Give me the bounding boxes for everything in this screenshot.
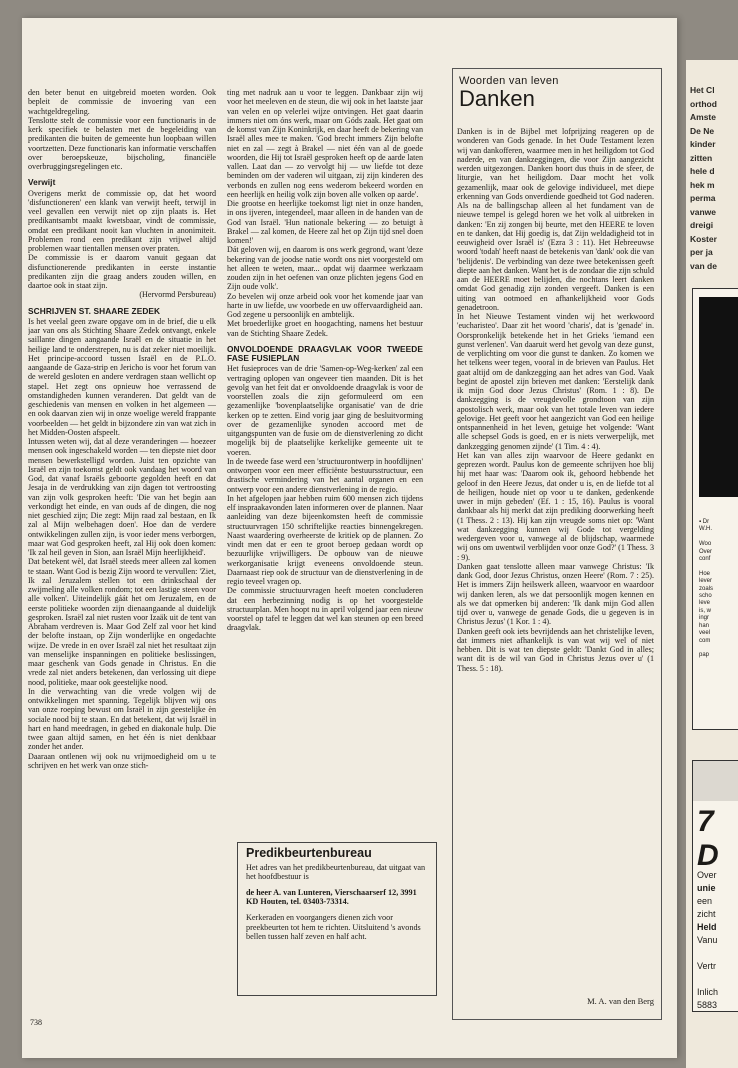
- box-address: de heer A. van Lunteren, Vierschaarserf 12, 3991 KD Houten, tel. 03403-73314.: [246, 887, 417, 907]
- cropped-line: De Ne: [690, 125, 715, 136]
- paragraph: Tenslotte stelt de commissie voor een functionaris in de kerk specifiek te belasten met de begeleiding van predikanten die buiten de gemeente hun loopbaan willen voortzetten. Deze functionaris kan informatie verschaffen over beroepskeuze, bijscholing, financiële overbruggingsregelingen etc.: [28, 115, 216, 171]
- paragraph: Het fusieproces van de drie 'Samen-op-Weg-kerken' zal een vertraging oplopen van ongeveer tien maanden. Dit is het gevolg van het feit dat er onvoldoende draagvlak is voor de voorstellen zoals die zijn geformuleerd om een gezamenlijke 'bovenplaatselijke organisatie' van de drie kerken op te zetten. Eind vorig jaar ging de besluitvorming over de gezamenlijke synoden accoord met de uitgangspunten van de fusie om de dienstverlening zo dicht mogelijk bij de plaatselijke kerkelijke gemeente uit te voeren.: [227, 364, 423, 457]
- cropped-line: [699, 645, 713, 652]
- cropped-ad-text: [699, 519, 713, 660]
- cropped-line: lever: [699, 578, 713, 585]
- paragraph: Danken geeft ook iets bevrijdends aan het christelijke leven, dat immers niet afhankelijk is van wat wij wel of niet hebben. Dit is wat ten diepste geldt: 'Dankt God in alles; want dit is de wil van God in Christus Jezus over u' (1 Thess. 5 : 18).: [457, 626, 654, 673]
- cropped-line: Woo: [699, 541, 712, 548]
- cropped-line: han: [699, 622, 710, 629]
- cropped-line: dreigi: [690, 220, 714, 230]
- cropped-line: Het Cl: [690, 85, 715, 95]
- paragraph: Zo bevelen wij onze arbeid ook voor het komende jaar van harte in uw liefde, uw voorbede en uw offervaardigheid aan.: [227, 291, 423, 310]
- cropped-ad-box-1: [692, 288, 738, 730]
- ad-header-graphic: [693, 761, 738, 801]
- cropped-line: pap: [699, 652, 710, 659]
- paragraph: Het kan van alles zijn waarvoor de Heere gedankt en geprezen wordt. Paulus kon de gemeente schrijven hoe blij hij met haar was: 'Daarom ook ik, gehoord hebbende het geloof in den Heere Jezus, dat onder u is, en de liefde tot al de heiligen, houde niet op voor u te danken, gedenkende uwer in mijn gebeden' (Ef. 1 : 15, 16). Paulus is vooral dankbaar als hij merkt dat zijn prediking doorwerking heeft (1 Thess. 2 : 13). Hij kan zijn vreugde soms niet op: 'Want wat dankzegging kunnen wij Gode tot vergelding wedergeven voor u, vanwege al de blijdschap, waarmede wij ons om uwentwil verblijden voor onze God?' (1 Thess. 3 : 9).: [457, 450, 654, 562]
- paragraph: Die grootse en heerlijke toekomst ligt niet in onze handen, in ons ijveren, integendeel, maar alleen in de handen van de God van Israël. 'Hun nationale bekering — zo betuigt à Brakel — zal komen, de Heere zal het op Zijn tijd snel doen komen!': [227, 199, 423, 245]
- cropped-line: zitten: [690, 152, 713, 163]
- paragraph: Danken is in de Bijbel met lofprijzing reageren op de wonderen van Gods genade. In het Oude Testament lezen wij van dankofferen, waarmee men in het heiligdom tot God naderde, en van dankzeggingen, die voor Zijn aangezicht werden uitgezongen. Danken hoort dus thuis in de sfeer, de liturgie, van het heiligdom. Daar mocht het volk gezamenlijk, maar ook de gelovige individueel, met diepe erkenning van Gods onverdiende goedheid tot God naderen. Als na de ballingschap alleen al het fundament van de nieuwe tempel is gelegd horen we het volk al uitbreken in danken: 'En zij zongen bij beurte, met den HEERE te loven en te danken, dat Hij goedig is, dat Zijn weldadigheid tot in eeuwigheid over Israël is' (Ezra 3 : 11). Het Hebreeuwse woord 'todah' heeft naast de betekenis van 'dank' ook die van 'belijdenis'. De verbinding van deze twee betekenissen geeft diepte aan het danken. Want het is de zondaar die zijn schuld aan de HEERE moet belijden, die nochtans leert danken omdat God genadig zijn zonden vergeeft. Danken is een uiting van ootmoed en afhankelijkheid voor Gods genadetroon.: [457, 127, 654, 312]
- cropped-line: Vanu: [697, 935, 718, 945]
- box-title: Predikbeurtenbureau: [246, 846, 372, 860]
- cropped-line: Over: [699, 548, 713, 555]
- section-heading-shaare-zedek: SCHRIJVEN ST. SHAARE ZEDEK: [28, 305, 161, 316]
- cropped-line: leve: [699, 600, 711, 607]
- cropped-line: scho: [699, 593, 712, 600]
- cropped-line: orthod: [690, 98, 717, 109]
- paragraph: ting met nadruk aan u voor te leggen. Dankbaar zijn wij voor het meeleven en de steun, die wij ook in het laatste jaar van velen en op velerlei wijze ontvingen. Het gaat daarin immers niet om óns werk, maar om Góds zaak. Het gaat om de komst van Zijn Koninkrijk, en daar heeft de bekering van Israël alles mee te maken. 'God brecht immers Zijn belofte niet en zal — zegt à Brakel — niet één van al de goede woorden, die Hij tot Israël gesproken heeft op de aarde laten vallen. Laat dan — zo vervolgt hij — uw liefde tot deze beminden om der vaderen wil uitgaan, zij zijn kinderen des verbonds en zullen nog eens wederom bekeerd worden en een heerlijk en heilig volk zijn boven alle volken op aarde'.: [227, 88, 423, 199]
- paragraph: In de tweede fase werd een 'structuurontwerp in hoofdlijnen' ontworpen voor een meer efficiënte bestuursstructuur, een drastische vermindering van het aantal organen en een ontwerp voor een andere dienstverlening in de regio.: [227, 456, 423, 494]
- cropped-line: veel: [699, 630, 711, 637]
- paragraph: Danken gaat tenslotte alleen maar vanwege Christus: 'Ik dank God, door Jezus Christus, onzen Heere' (Rom. 7 : 25). Het is immers Zijn heilswerk alleen, waarvoor en waardoor wij danken leren, als we dat persoonlijk mogen kennen en als we dat opmerken bij anderen: 'Ik dank mijn God allen tijd over u, vanwege de genade Gods, die u gegeven is in Christus Jezus' (1 Kor. 1 : 4).: [457, 561, 654, 627]
- column-kicker: Woorden van leven: [459, 75, 559, 87]
- box-text: Het adres van het predikbeurtenbureau, dat uitgaat van het hoofdbestuur is: [246, 862, 426, 882]
- cropped-line: Held: [697, 922, 717, 932]
- box-text: Kerkeraden en voorgangers dienen zich voor preekbeurten tot hem te richten. Uitsluitend 's avonds bellen tussen half zeven en half acht.: [246, 912, 421, 942]
- right-page-fragment: [686, 60, 738, 1068]
- cropped-line: Koster: [690, 233, 717, 244]
- cropped-line: ingr: [699, 615, 710, 622]
- article-title: Danken: [459, 86, 535, 111]
- paragraph: In het Nieuwe Testament vinden wij het werkwoord 'eucharisteo'. Daar zit het woord 'charis', dat is 'genade' in. Oorspronkelijk betekende het in het Grieks 'iemand een gunst verlenen'. Van daaruit werd het gevolg van deze gunst, de verplichting om voor die gunst te danken. Zo komen we het telkens weer tegen, vooral in de brieven van Paulus. Het gaat altijd om de dankzegging aan het adres van God. Vaak begint de apostel zijn brieven met danken: 'Eerstelijk dank ik mijn God door Jezus Christus' (Rom. 1 : 8). De dankzegging is de vreugdevolle grondtoon van zijn apostolisch werk, maar ook van het totale leven van iedere gelovige. Het geeft voor het aangezicht van God een heilige ontspannenheid in het leven, getuige het volgende: 'Want alle schepsel Gods is goed, en er is niets verwerpelijk, met dankzegging genomen zijnde' (1 Tim. 4 : 4).: [457, 312, 654, 451]
- cropped-line: zoals: [699, 585, 714, 592]
- paragraph: De commissie structuurvragen heeft moeten concluderen dat een herbezinning nodig is op het voorgestelde structuurplan. Men hoopt nu in april volgend jaar een nieuw voorstel op tafel te leggen dat wel kan steunen op een breed draagvlak.: [227, 586, 423, 633]
- paragraph: Met broederlijke groet en hoogachting, namens het bestuur van de Stichting Shaare Zedek.: [227, 319, 423, 338]
- predikbeurtenbureau-box: [237, 842, 437, 996]
- paragraph: Daaraan ontlenen wij ook nu vrijmoedigheid om u te schrijven en het werk van onze stich-: [28, 751, 216, 770]
- source-credit: (Hervormd Persbureau): [139, 290, 216, 300]
- paragraph: Intussen weten wij, dat al deze veranderingen — hoezeer mensen ook ingeschakeld worden — ten diepste niet door mensen bewerkstelligd worden. Juist ten opzichte van Israël en zijn toekomst geldt ook vandaag het woord van God, dat vanaf Israëls geboorte gegolden heeft en dat Jesaja in de verdrukking van zijn dagen tot vertroosting van zijn volk gesproken heeft: 'Die van het begin aan verkondigt het einde, en van ouds af de dingen, die nog niet geschied zijn; Die zegt: Mijn raad zal bestaan, en Ik zal al Mijn welbehagen doen'. Hoe dan de verdere ontwikkelingen zullen zijn, is voor ieder mens verborgen, maar wat God gesproken heeft, zal Hij ook doen komen: 'Ik zal heil geven in Sion, aan Israël Mijn heerlijkheid'.: [28, 437, 216, 557]
- paragraph: Overigens merkt de commissie op, dat het woord 'disfunctioneren' een klank van verwijt heeft, terwijl in veel gevallen een verwijt niet op zijn plaats is. Het predikantsambt maakt kwetsbaar, vindt de commissie, omdat een predikant nooit kan vluchten in anonimiteit. Problemen rond een predikant zijn vrijwel altijd problemen waar tientallen mensen over praten.: [28, 188, 216, 253]
- cropped-line: hek m: [690, 179, 715, 190]
- cropped-line: Over: [697, 870, 717, 880]
- paragraph: Dát geloven wij, en daarom is ons werk gegrond, want 'deze bekering van de joodse natie wordt ons niet voorgesteld om het alleen te weten, maar... opdat wij daarmee werkzaam zouden zijn in het oefenen van onze plichten jegens God en Zijn oude volk'.: [227, 245, 423, 292]
- cropped-line: ▪ Dr: [699, 519, 710, 525]
- paragraph: De commissie is er daarom vanuit gegaan dat disfunctionerende predikanten in eerste instantie predikanten zijn die graag anders zouden willen, en daartoe ook in staat zijn.: [28, 253, 216, 290]
- cropped-line: een: [697, 896, 713, 906]
- paragraph: In het afgelopen jaar hebben ruim 600 mensen zich tijdens elf inspraakavonden laten informeren over de plannen. Naar aanleiding van deze bijeenkomsten heeft de commissie structuurvragen 150 schriftelijke reacties binnengekregen. Naast waardering overheerste de kritiek op de plannen. Zo vindt men dat er een te groot beroep gedaan wordt op bezuurlijke vrijwilligers. De opbouw van de nieuwe werkorganisatie krijgt eveneens onvoldoende steun. Daarnaast riep ook de structuur van de dienstverlening in de regio teveel vragen op.: [227, 493, 423, 586]
- cropped-line: per ja: [690, 247, 713, 257]
- cropped-line: is, w: [699, 607, 711, 614]
- cropped-line: unie: [697, 883, 716, 893]
- paragraph: Is het veelal geen zware opgave om in de brief, die u elk jaar van ons als Stichting Shaare Zedek ontvangt, enkele saillante dingen aangaande Israël en de situatie in het heilige land te onderstrepen, nu is dat zeker niet moeilijk. Het principe-accoord tussen Israël en de P.L.O. aangaande de Gaza-strip en Jericho is voor het forum van de wereld gesloten en andere verdragen staan wellicht op stapel. Het zegt ons opnieuw hoe verrassend de omstandigheden kunnen veranderen. Dat geldt van de geschiedenis van mensen en volken in het algemeen — en ook daarvan zien wij in onze woelige wereld frappante voorbeelden — het geldt in bijzondere zin van wat zich in het Midden-Oosten afspeelt.: [28, 316, 216, 437]
- cropped-line: Inlich: [697, 987, 719, 997]
- cropped-line: com: [699, 637, 711, 644]
- cropped-line: vanwe: [690, 206, 716, 217]
- column-1: [28, 88, 216, 770]
- cropped-line: hele d: [690, 166, 715, 176]
- cropped-line: Hoe: [699, 570, 711, 577]
- paragraph: den beter benut en uitgebreid moeten worden. Ook bepleit de commissie de invoering van een wachtgeldregeling.: [28, 88, 216, 116]
- section-heading-fusie: ONVOLDOENDE DRAAGVLAK VOOR TWEEDE FASE FUSIEPLAN: [227, 343, 423, 363]
- cropped-line: Vertr: [697, 961, 717, 971]
- section-heading-verwijt: Verwijt: [28, 177, 56, 188]
- cropped-line: kinder: [690, 139, 716, 149]
- cropped-line: [697, 947, 718, 960]
- column-2: [227, 88, 423, 828]
- column-3: [457, 127, 654, 673]
- page-number: 738: [30, 1018, 42, 1027]
- cropped-line: conf: [699, 556, 711, 563]
- cropped-text-block: [690, 84, 738, 273]
- cropped-line: [697, 973, 718, 986]
- cropped-line: zicht: [697, 909, 716, 919]
- cropped-ad-box-2: [692, 760, 738, 1012]
- paragraph: God zegene u persoonlijk en ambtelijk.: [227, 310, 355, 319]
- cropped-line: W.H.: [699, 526, 712, 533]
- black-graphic: [699, 297, 738, 497]
- paragraph: In die verwachting van die vrede volgen wij de ontwikkelingen met spanning. Tegelijk blijven wij ons van onze roeping bewust om Israël in zijn geestelijke èn sociale nood bij te staan. En dat betekent, dat wij Israël in hart en hand meedragen, in gebed en diakonale hulp. Die twee gaan altijd samen, en het één is niet denkbaar zonder het ander.: [28, 686, 216, 752]
- cropped-line: [699, 534, 713, 541]
- cropped-line: perma: [690, 193, 716, 203]
- cropped-line: Amste: [690, 112, 716, 122]
- cropped-ad-text: [697, 869, 718, 1012]
- cropped-line: van de: [690, 260, 717, 271]
- cropped-line: 5883: [697, 1000, 718, 1010]
- ad-big-text: 7 D: [697, 805, 719, 872]
- cropped-line: [699, 563, 713, 570]
- paragraph: Dat betekent wèl, dat Israël steeds meer alleen zal komen te staan. Want God is bezig Zijn woord te vervullen: 'Ziet, Ik zal Jeruzalem stellen tot een drinkschaal der zwijmeling alle volken rondom; tot een lastige steen voor alle volken'. Uiteindelijk gáát het om Jeruzalem, en de eerste politieke woorden zijn dienaangaande al duidelijk gesproken. Israël zal niet rusten voor Izaäk uit de tent van Abraham verdreven is. Maar God Zelf zal voor het kind der belofte instaan, op Zijn wonderlijke en ongedachte wijze. De vrede in en over Israël zal niet het resultaat zijn van menselijke inspanningen en politieke beslissingen, maar geschenk van Gods genade in Christus. En die vrede zal niet anders betekenen, dan verlossing uit diepe nood, politieke, maar ook geestelijke nood.: [28, 557, 216, 687]
- author-signature: M. A. van den Berg: [587, 996, 654, 1006]
